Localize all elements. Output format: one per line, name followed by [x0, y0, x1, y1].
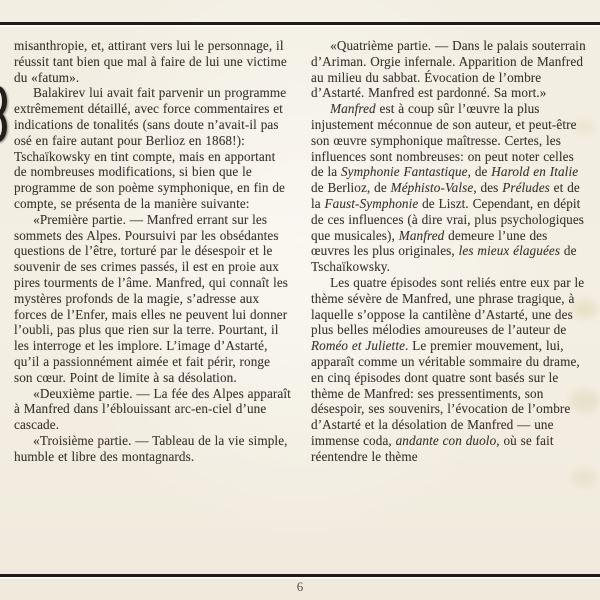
paragraph [311, 38, 588, 101]
text-segment: de Berlioz, de [311, 180, 391, 196]
text-segment: de Tschaïkowsky. [311, 243, 577, 275]
text-segment: les mieux élaguées [458, 243, 561, 259]
text-segment: Méphisto-Valse [390, 180, 474, 196]
paragraph [14, 433, 291, 465]
text-segment: de Liszt. Cependant, en dépit de ces influences (à dire vrai, plus psychologiques que musicales), [311, 195, 585, 243]
paragraph [311, 101, 588, 275]
text-segment: demeure l’une des œuvres les plus originales, [311, 227, 548, 259]
text-segment: «Troisième partie. — Tableau de la vie simple, humble et libre des montagnards. [14, 432, 288, 464]
paragraph [311, 275, 588, 465]
binding-artifact [0, 86, 9, 142]
paragraph [14, 386, 291, 433]
text-segment: Roméo et Juliette [311, 338, 406, 354]
paragraph [14, 38, 291, 85]
text-segment: , de [467, 164, 492, 180]
text-segment: est à coup sûr l’œuvre la plus injustement méconnue de son auteur, et peut-être son œuvre symphonique maîtresse. Certes, les influences sont nombreuses: on peut noter celles de la [311, 101, 577, 180]
text-segment: Manfred [398, 227, 445, 243]
text-segment: Harold en Italie [491, 164, 579, 180]
text-segment: . Le premier mouvement, lui, apparaît comme un véritable sommaire du drame, en cinq épisodes dont quatre sont basés sur le thème de Manfred: ses pressentiments, son désespoir, ses souvenirs, l’évocation de l’ombre d’Astarté et la désolation de Manfred — une immense coda, [311, 338, 580, 448]
text-segment: misanthropie, et, attirant vers lui le personnage, il réussit tant bien que mal à faire de lui une victime du «fatum». [14, 38, 287, 85]
page-number: 6 [296, 579, 304, 594]
text-segment: Les quatre épisodes sont reliés entre eux par le thème sévère de Manfred, une phrase tragique, à laquelle s’oppose la cantilène d’Astarté, une des plus belles mélodies amoureuses de l’auteur de [311, 274, 585, 338]
binding-loop-icon [0, 86, 7, 116]
top-rule [0, 22, 600, 25]
text-segment: «Deuxième partie. — La fée des Alpes apparaît à Manfred dans l’éblouissant arc-en-ciel d’une cascade. [14, 385, 291, 433]
paragraph [14, 212, 291, 386]
bottom-rule [0, 574, 600, 577]
paragraph [14, 85, 291, 211]
text-segment: , des [473, 180, 503, 196]
text-segment: , où se fait réentendre le thème [311, 432, 554, 464]
text-segment: «Quatrième partie. — Dans le palais souterrain d’Ariman. Orgie infernale. Apparition de Manfred au milieu du sabbat. Évocation de l’ombre d’Astarté. Manfred est pardonné. Sa mort.» [311, 38, 586, 101]
text-segment: Manfred [330, 101, 376, 117]
text-segment: Symphonie Fantastique [340, 164, 468, 180]
text-segment: Préludes [502, 180, 550, 196]
text-segment: Balakirev lui avait fait parvenir un programme extrêmement détaillé, avec force commentaires et indications de tonalités (sans doute n’avait-il pas osé en faire autant pour Berlioz en 1868!): Tschaïkowsky en tint compte, mais en apportant de nombreuses modifications, si bien que le programme de son poème symphonique, en fin de compte, se présenta de la manière suivante: [14, 85, 287, 211]
column-right [311, 38, 588, 465]
text-columns [14, 38, 588, 465]
text-segment: andante con duolo [395, 432, 497, 448]
text-segment: Faust-Symphonie [324, 195, 419, 211]
text-segment: et de la [311, 180, 580, 211]
bleed-through-smudge [572, 470, 596, 486]
text-segment: «Première partie. — Manfred errant sur les sommets des Alpes. Poursuivi par les obsédantes questions de l’être, torturé par le désespoir et le souvenir de ses crimes passés, il est en proie aux pires tourments de l’âme. Manfred, qui connaît les mystères profonds de la magie, s’adresse aux forces de l’Enfer, mais elles ne peuvent lui donner l’oubli, pas plus que rien sur la terre. Pourtant, il les interroge et les implore. L’image d’Astarté, qu’il a passionnément aimée et fait périr, ronge son cœur. Point de limite à sa désolation. [14, 211, 289, 385]
binding-loop-icon [0, 112, 7, 142]
column-left [14, 38, 291, 465]
